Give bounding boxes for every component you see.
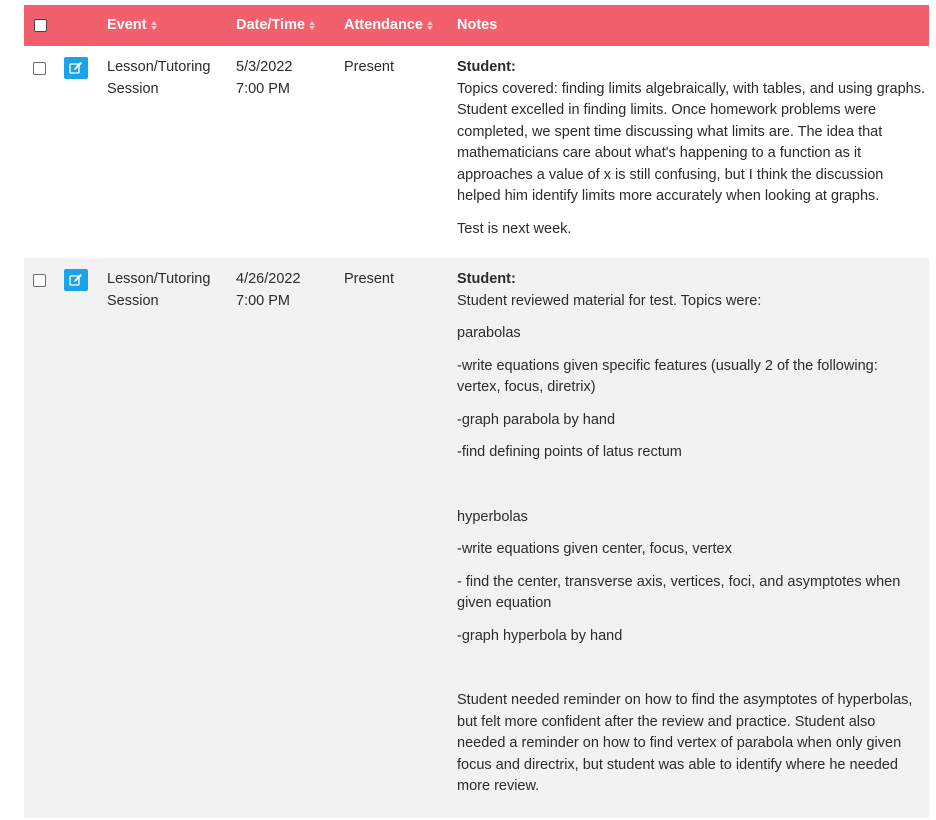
- datetime-cell: [236, 269, 301, 312]
- datetime-cell: [236, 57, 292, 100]
- column-header-attendance-label: Attendance: [344, 17, 423, 33]
- notes-paragraph: Test is next week.: [457, 220, 572, 237]
- notes-spacer: [457, 658, 925, 679]
- column-header-notes: [457, 5, 497, 46]
- notes-paragraph: Topics covered: finding limits algebraically, with tables, and using graphs. Student excelled in finding limits. Once homework problems were completed, we spent time discussing what limits are. The idea that mathematicians care about what's happening to a function as it approaches a value of x is still confusing, but I think the discussion helped him identify limits more accurately when looking at graphs.: [457, 80, 926, 204]
- events-table: [24, 5, 929, 818]
- notes-heading: Student:: [457, 59, 516, 75]
- event-date: 4/26/2022: [236, 271, 301, 287]
- notes-paragraph: hyperbolas: [457, 508, 528, 525]
- notes-spacer: [457, 475, 925, 496]
- column-header-datetime-label: Date/Time: [236, 17, 306, 33]
- select-all-checkbox[interactable]: [34, 19, 47, 32]
- sort-icon[interactable]: [309, 21, 316, 30]
- notes-paragraph: -write equations given center, focus, vertex: [457, 541, 732, 557]
- event-time: 7:00 PM: [236, 80, 290, 97]
- table-row: [24, 258, 929, 818]
- column-header-event[interactable]: [107, 5, 158, 46]
- notes-paragraph: parabolas: [457, 325, 521, 341]
- notes-cell: [457, 57, 925, 240]
- event-name-cont: Session: [107, 292, 159, 309]
- column-header-notes-label: Notes: [457, 17, 498, 33]
- notes-paragraph: -write equations given specific features (usually 2 of the following: vertex, focus, diretrix): [457, 357, 878, 395]
- notes-paragraph: Student needed reminder on how to find the asymptotes of hyperbolas, but felt more confident after the review and practice. Student also needed a reminder on how to find vertex of parabola when only given focus and directrix, but student was able to identify where he needed more review.: [457, 692, 913, 794]
- event-name: Lesson/Tutoring: [107, 271, 211, 287]
- edit-icon: [69, 61, 83, 75]
- notes-heading: Student:: [457, 271, 516, 287]
- column-header-attendance[interactable]: [344, 5, 434, 46]
- notes-paragraph: -graph parabola by hand: [457, 411, 616, 428]
- row-select-checkbox[interactable]: [33, 62, 46, 75]
- edit-icon: [69, 273, 83, 287]
- notes-paragraph: Student reviewed material for test. Topics were:: [457, 292, 762, 309]
- event-time: 7:00 PM: [236, 292, 290, 309]
- edit-button[interactable]: [64, 57, 88, 79]
- event-date: 5/3/2022: [236, 59, 293, 75]
- edit-button[interactable]: [64, 269, 88, 291]
- column-header-datetime[interactable]: [236, 5, 316, 46]
- event-cell: [107, 57, 210, 100]
- notes-paragraph: - find the center, transverse axis, vertices, foci, and asymptotes when given equation: [457, 573, 901, 611]
- event-name: Lesson/Tutoring: [107, 59, 211, 75]
- row-select-checkbox[interactable]: [33, 274, 46, 287]
- event-cell: [107, 269, 210, 312]
- attendance-cell: Present: [344, 59, 394, 75]
- event-name-cont: Session: [107, 80, 159, 97]
- table-header: [24, 5, 929, 46]
- table-row: [24, 46, 929, 258]
- notes-paragraph: -graph hyperbola by hand: [457, 627, 623, 644]
- notes-paragraph: -find defining points of latus rectum: [457, 444, 682, 460]
- sort-icon[interactable]: [151, 21, 158, 30]
- notes-cell: [457, 269, 925, 798]
- attendance-cell: Present: [344, 271, 394, 287]
- sort-icon[interactable]: [427, 21, 434, 30]
- column-header-event-label: Event: [107, 17, 147, 33]
